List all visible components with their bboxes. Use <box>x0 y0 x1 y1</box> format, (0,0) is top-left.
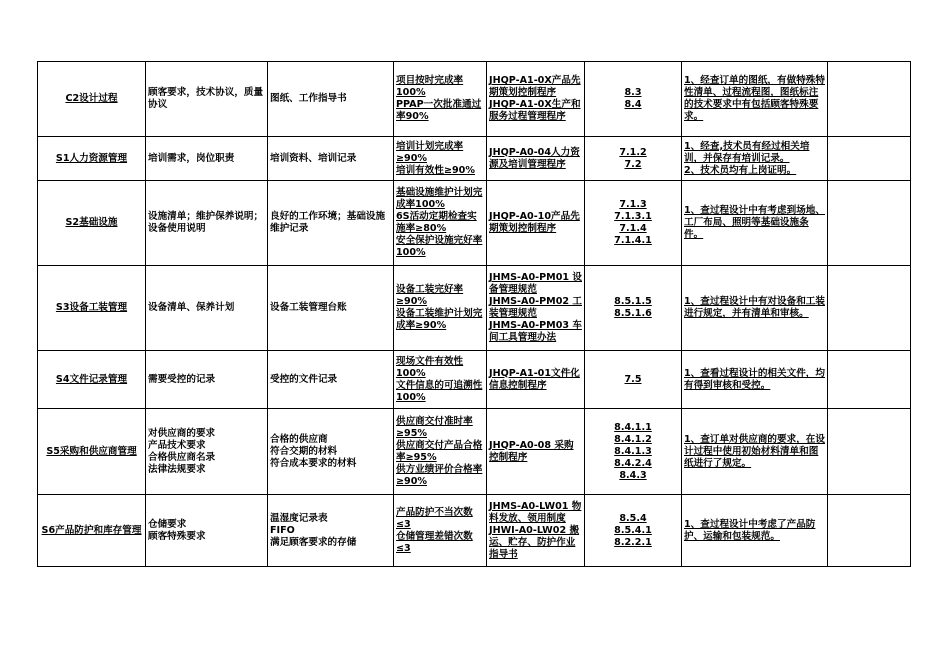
clause-text: 8.4.1.2 <box>614 433 652 445</box>
notes-cell <box>682 266 828 351</box>
output-text: 符合交期的材料 <box>270 445 338 457</box>
process-cell <box>38 351 146 409</box>
process-cell <box>38 181 146 266</box>
clause-text: 8.5.1.6 <box>614 308 652 319</box>
procedure-cell <box>487 495 585 567</box>
notes-text: 1、经查订单的图纸，有做特殊特性清单、过程流程图，图纸标注的技术要求中有包括顾客特殊要求。 <box>684 75 825 122</box>
input-cell <box>146 62 268 137</box>
empty-cell <box>828 409 911 495</box>
output-text: 设备工装管理台账 <box>270 302 347 313</box>
notes-text: 1、查过程设计中有考虑到场地、工厂布局、照明等基础设施条件。 <box>684 205 825 240</box>
procedure-text: JHMS-A0-LW01 物料发放、领用制度 <box>489 500 582 524</box>
process-cell <box>38 62 146 137</box>
table-row <box>38 266 911 351</box>
output-text: 符合成本要求的材料 <box>270 457 357 469</box>
output-cell <box>268 181 394 266</box>
empty-cell <box>828 351 911 409</box>
process-text: S5采购和供应商管理 <box>46 445 137 457</box>
input-cell <box>146 409 268 495</box>
process-text: S6产品防护和库存管理 <box>41 524 142 536</box>
table-row <box>38 351 911 409</box>
clause-text: 7.1.4 <box>619 223 647 234</box>
output-cell <box>268 495 394 567</box>
kpi-text: 供应商交付产品合格率≥95% <box>396 439 483 463</box>
table-row <box>38 62 911 137</box>
process-text: S2基础设施 <box>65 217 118 228</box>
output-text: 合格的供应商 <box>270 433 328 445</box>
clause-text: 8.4 <box>624 99 642 110</box>
notes-cell <box>682 351 828 409</box>
procedure-text: JHQP-A0-04人力资源及培训管理程序 <box>489 146 580 170</box>
notes-cell <box>682 495 828 567</box>
kpi-cell <box>394 409 487 495</box>
clause-text: 7.5 <box>624 373 642 385</box>
process-text: C2设计过程 <box>65 93 118 104</box>
notes-text: 1、查看过程设计的相关文件，均有得到审核和受控。 <box>684 367 825 391</box>
clause-cell <box>585 351 682 409</box>
clause-text: 8.3 <box>624 87 642 98</box>
kpi-text: 项目按时完成率100% <box>396 75 464 98</box>
empty-cell <box>828 495 911 567</box>
notes-cell <box>682 62 828 137</box>
input-text: 设备清单、保养计划 <box>148 302 235 313</box>
input-text: 顾客特殊要求 <box>148 530 206 542</box>
kpi-text: 供应商交付准时率≥95% <box>396 415 473 439</box>
kpi-text: 产品防护不当次数≤3 <box>396 506 473 530</box>
notes-text: 1、经查,技术员有经过相关培训，并保存有培训记录。 <box>684 140 810 164</box>
clause-cell <box>585 137 682 181</box>
input-text: 培训需求，岗位职责 <box>148 152 235 164</box>
input-text: 仓储要求 <box>148 518 187 530</box>
kpi-text: 安全保护设施完好率100% <box>396 235 483 258</box>
output-cell <box>268 409 394 495</box>
procedure-text: JHQP-A0-10产品先期策划控制程序 <box>489 211 580 234</box>
input-cell <box>146 181 268 266</box>
procedure-cell <box>487 351 585 409</box>
procedure-cell <box>487 137 585 181</box>
clause-text: 8.5.4 <box>619 512 647 524</box>
clause-text: 8.4.1.1 <box>614 421 652 433</box>
kpi-text: 文件信息的可追溯性100% <box>396 379 483 403</box>
procedure-text: JHQP-A0-08 采购控制程序 <box>489 439 574 463</box>
output-text: 满足顾客要求的存储 <box>270 536 357 548</box>
input-text: 合格供应商名录 <box>148 451 216 463</box>
kpi-text: 基础设施维护计划完成率100% <box>396 187 483 210</box>
procedure-cell <box>487 266 585 351</box>
output-cell <box>268 62 394 137</box>
table-row <box>38 495 911 567</box>
clause-text: 8.5.1.5 <box>614 296 652 307</box>
clause-text: 8.5.4.1 <box>614 524 652 536</box>
output-text: 良好的工作环境；基础设施维护记录 <box>270 211 386 234</box>
clause-text: 7.1.2 <box>619 146 647 158</box>
kpi-text: 培训有效性≥90% <box>396 164 475 176</box>
kpi-text: 6S活动定期检查实施率≥80% <box>396 211 477 234</box>
procedure-text: JHMS-A0-PM02 工装管理规范 <box>489 296 582 319</box>
clause-cell <box>585 409 682 495</box>
procedure-cell <box>487 409 585 495</box>
clause-cell <box>585 266 682 351</box>
output-cell <box>268 137 394 181</box>
clause-cell <box>585 62 682 137</box>
output-cell <box>268 351 394 409</box>
procedure-text: JHWI-A0-LW02 搬运、贮存、防护作业指导书 <box>489 524 580 560</box>
input-cell <box>146 495 268 567</box>
input-text: 需要受控的记录 <box>148 373 216 385</box>
clause-text: 7.1.4.1 <box>614 235 652 246</box>
kpi-cell <box>394 62 487 137</box>
process-text: S4文件记录管理 <box>55 373 128 385</box>
kpi-cell <box>394 266 487 351</box>
kpi-cell <box>394 351 487 409</box>
clause-text: 8.4.1.3 <box>614 445 652 457</box>
notes-cell <box>682 181 828 266</box>
kpi-text: 仓储管理差错次数≤3 <box>396 530 473 554</box>
table-body <box>38 62 911 567</box>
clause-text: 7.2 <box>624 158 642 170</box>
output-text: 图纸、工作指导书 <box>270 93 347 104</box>
process-text: S1人力资源管理 <box>55 152 128 164</box>
kpi-text: 设备工装完好率≥90% <box>396 284 464 307</box>
procedure-text: JHQP-A1-0X产品先期策划控制程序 <box>489 75 581 98</box>
procedure-text: JHMS-A0-PM03 车间工具管理办法 <box>489 320 582 343</box>
output-cell <box>268 266 394 351</box>
table-row <box>38 181 911 266</box>
procedure-cell <box>487 62 585 137</box>
input-cell <box>146 266 268 351</box>
notes-text: 2、技术员均有上岗证明。 <box>684 164 797 176</box>
empty-cell <box>828 62 911 137</box>
input-text: 对供应商的要求 <box>148 427 216 439</box>
kpi-cell <box>394 495 487 567</box>
empty-cell <box>828 137 911 181</box>
process-cell <box>38 137 146 181</box>
kpi-text: 现场文件有效性100% <box>396 355 464 379</box>
empty-cell <box>828 266 911 351</box>
input-text: 法律法规要求 <box>148 463 206 475</box>
process-cell <box>38 495 146 567</box>
procedure-cell <box>487 181 585 266</box>
process-cell <box>38 409 146 495</box>
input-cell <box>146 351 268 409</box>
output-text: 温湿度记录表 <box>270 512 328 524</box>
output-text: 受控的文件记录 <box>270 373 338 385</box>
procedure-text: JHMS-A0-PM01 设备管理规范 <box>489 272 582 295</box>
clause-text: 8.4.2.4 <box>614 457 652 469</box>
clause-cell <box>585 495 682 567</box>
output-text: 培训资料、培训记录 <box>270 152 357 164</box>
kpi-cell <box>394 137 487 181</box>
notes-text: 1、查订单对供应商的要求，在设计过程中使用初始材料清单和图纸进行了规定。 <box>684 433 825 469</box>
procedure-text: JHQP-A1-0X生产和服务过程管理程序 <box>489 99 581 122</box>
process-text: S3设备工装管理 <box>55 302 128 313</box>
table-row <box>38 409 911 495</box>
notes-text: 1、查过程设计中考虑了产品防护、运输和包装规范。 <box>684 518 816 542</box>
notes-cell <box>682 409 828 495</box>
procedure-text: JHQP-A1-01文件化信息控制程序 <box>489 367 580 391</box>
input-text: 设施清单；维护保养说明；设备使用说明 <box>148 211 264 234</box>
empty-cell <box>828 181 911 266</box>
clause-text: 8.2.2.1 <box>614 536 652 548</box>
table-row <box>38 137 911 181</box>
kpi-text: 设备工装维护计划完成率≥90% <box>396 308 483 331</box>
clause-text: 7.1.3.1 <box>614 211 652 222</box>
input-cell <box>146 137 268 181</box>
input-text: 产品技术要求 <box>148 439 206 451</box>
kpi-text: 供方业绩评价合格率≥90% <box>396 463 483 487</box>
input-text: 顾客要求，技术协议，质量协议 <box>148 87 264 110</box>
kpi-text: PPAP一次批准通过率90% <box>396 99 482 122</box>
notes-text: 1、查过程设计中有对设备和工装进行规定，并有清单和审核。 <box>684 296 825 319</box>
clause-text: 8.4.3 <box>619 469 647 481</box>
kpi-cell <box>394 181 487 266</box>
kpi-text: 培训计划完成率≥90% <box>396 140 464 164</box>
output-text: FIFO <box>270 524 295 536</box>
process-cell <box>38 266 146 351</box>
clause-cell <box>585 181 682 266</box>
process-matrix-table <box>37 61 911 567</box>
notes-cell <box>682 137 828 181</box>
clause-text: 7.1.3 <box>619 199 647 210</box>
